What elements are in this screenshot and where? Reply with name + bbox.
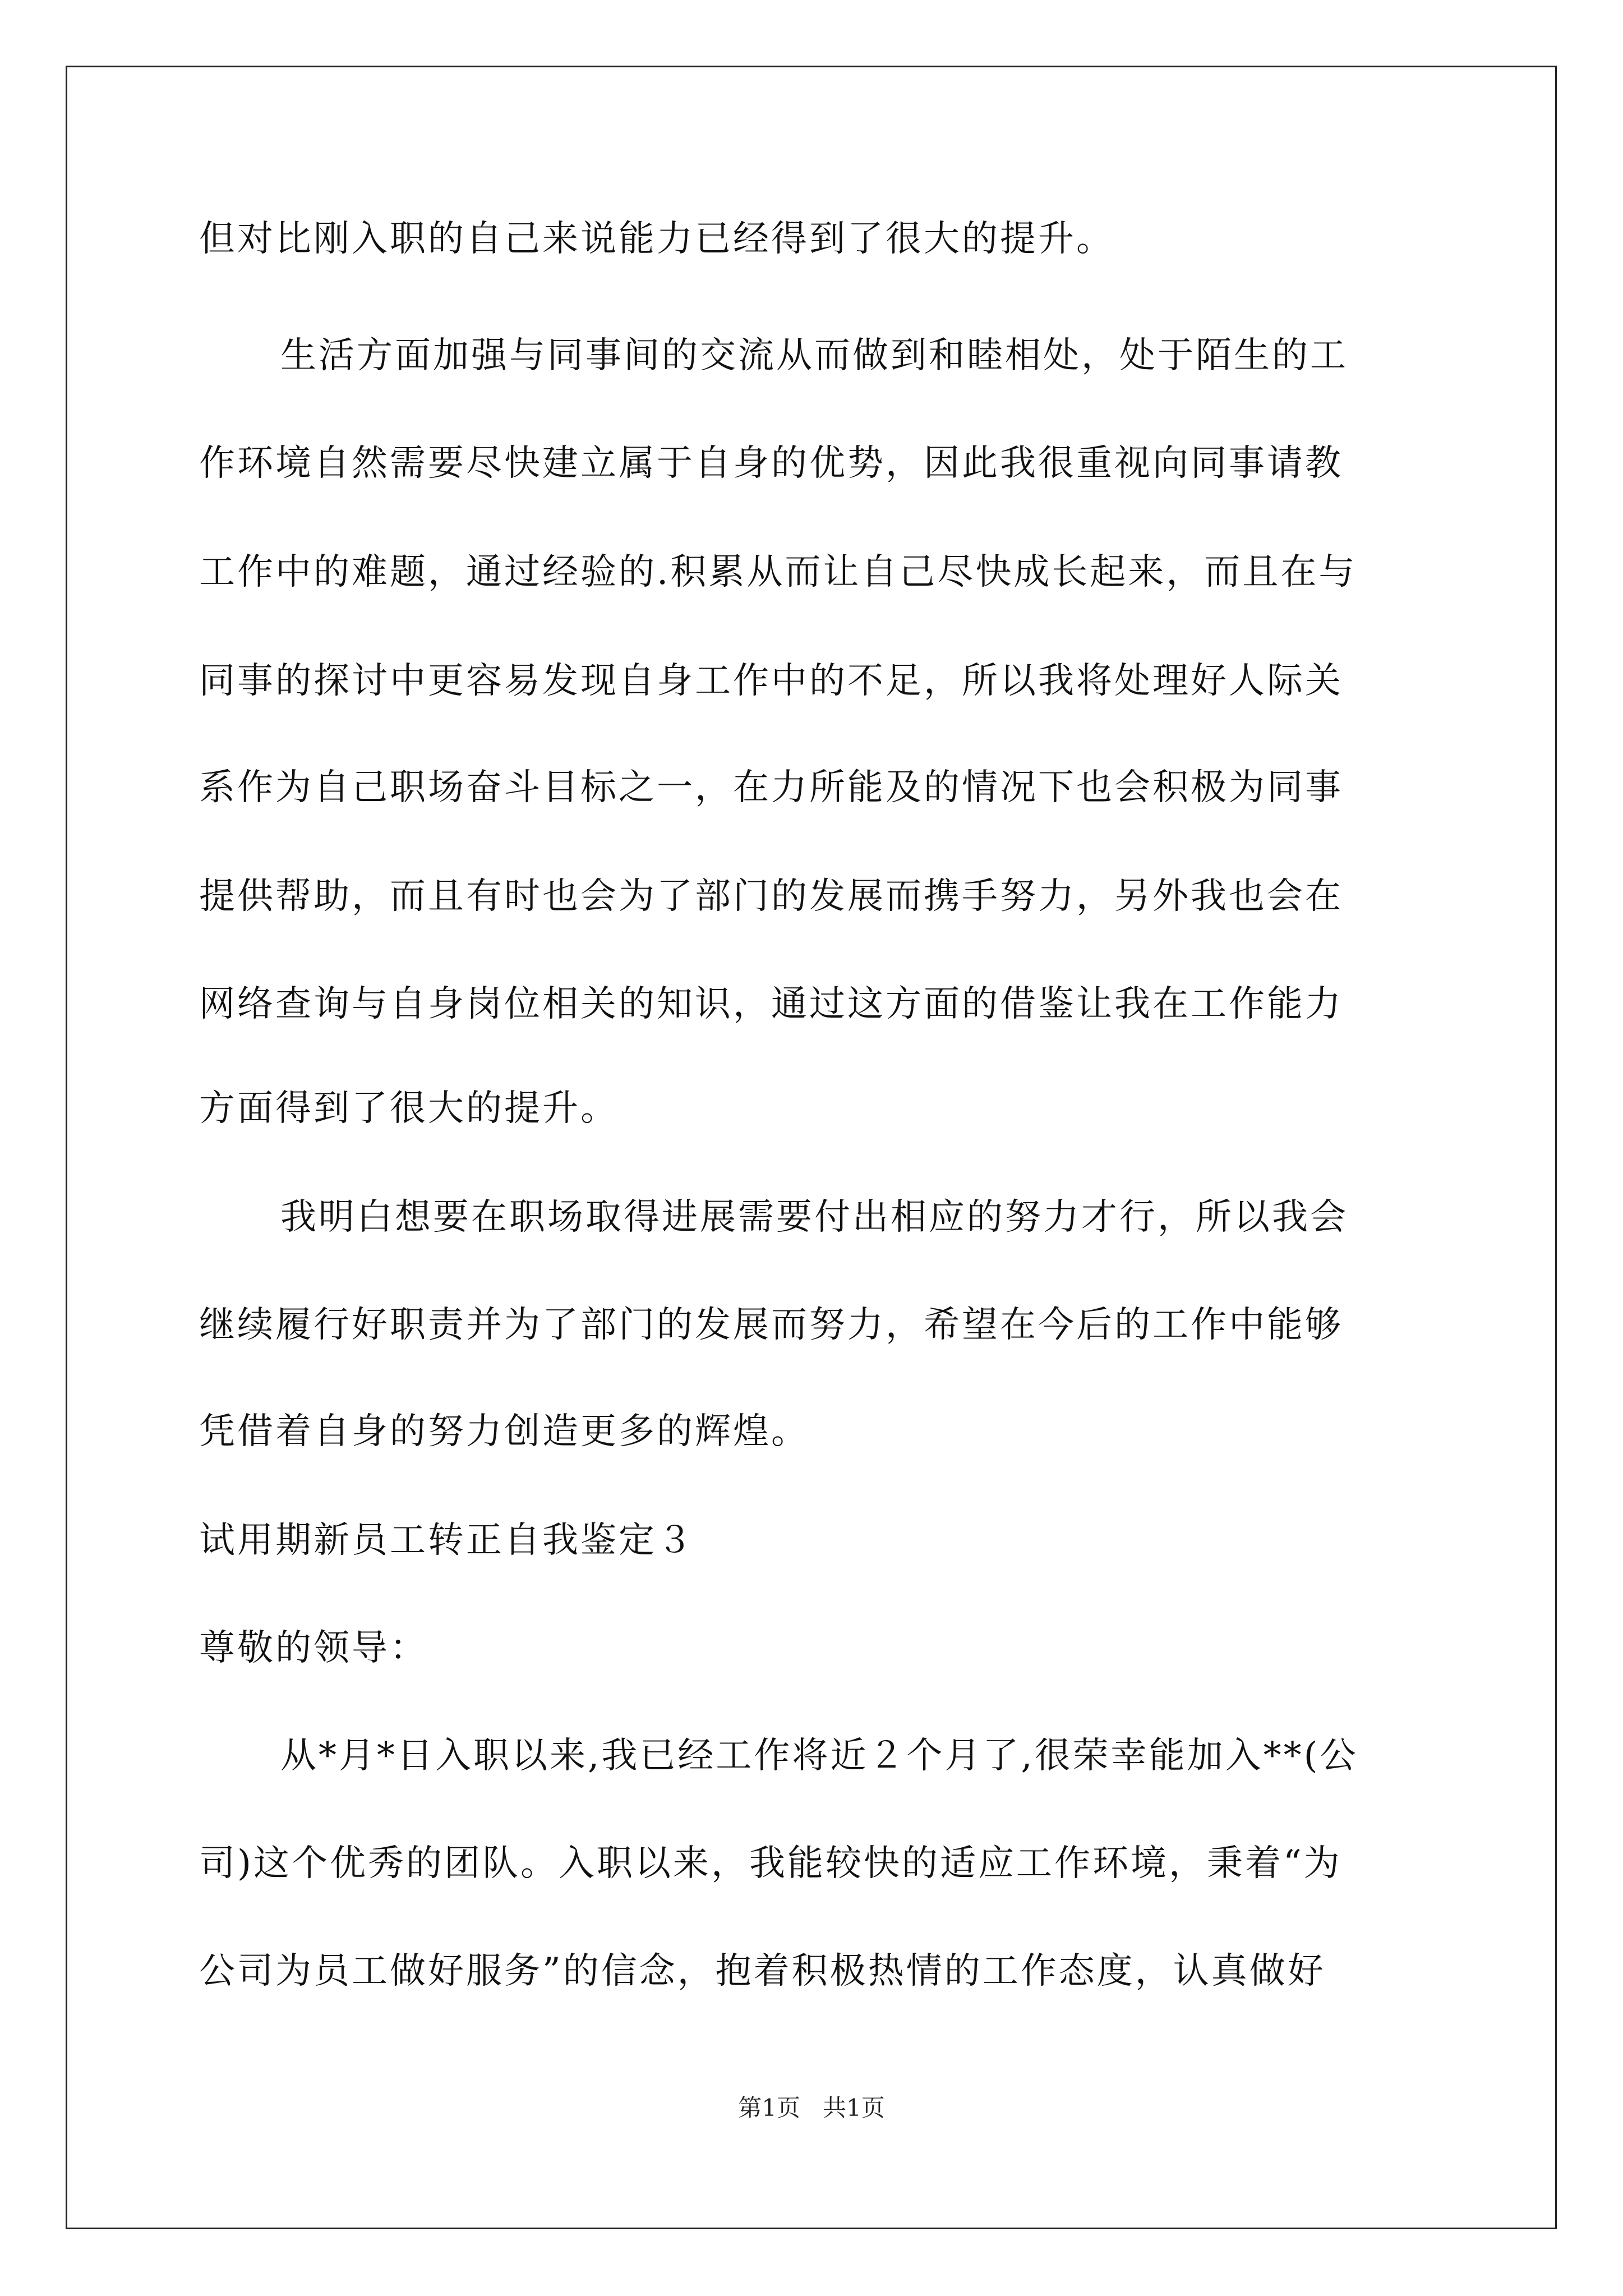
text-line: 公司为员工做好服务”的信念，抱着积极热情的工作态度，认真做好 [199,1950,1326,1992]
page-border [66,66,1557,2229]
text-line: 工作中的难题，通过经验的.积累从而让自己尽快成长起来，而且在与 [199,551,1357,593]
text-line: 凭借着自身的努力创造更多的辉煌。 [199,1411,809,1452]
paragraph-start: 我明白想要在职场取得进展需要付出相应的努力才行，所以我会 [280,1197,1348,1238]
text-line: 司)这个优秀的团队。入职以来，我能较快的适应工作环境，秉着“为 [199,1843,1342,1884]
text-line: 系作为自己职场奋斗目标之一，在力所能及的情况下也会积极为同事 [199,767,1343,808]
text-line: 提供帮助，而且有时也会为了部门的发展而携手努力，另外我也会在 [199,876,1343,917]
section-heading: 试用期新员工转正自我鉴定３ [199,1520,695,1561]
text-line: 同事的探讨中更容易发现自身工作中的不足，所以我将处理好人际关 [199,660,1343,702]
paragraph-start: 生活方面加强与同事间的交流从而做到和睦相处，处于陌生的工 [280,335,1348,376]
salutation: 尊敬的领导： [199,1627,428,1669]
text-line: 方面得到了很大的提升。 [199,1088,619,1129]
text-line: 但对比刚入职的自己来说能力已经得到了很大的提升。 [199,218,1114,260]
page-footer: 第1页 共1页 [738,2094,885,2122]
text-line: 继续履行好职责并为了部门的发展而努力，希望在今后的工作中能够 [199,1304,1343,1346]
text-line: 网络查询与自身岗位相关的知识，通过这方面的借鉴让我在工作能力 [199,983,1343,1025]
text-line: 作环境自然需要尽快建立属于自身的优势，因此我很重视向同事请教 [199,443,1343,484]
paragraph-start: 从*月*日入职以来,我已经工作将近２个月了,很荣幸能加入**(公 [280,1735,1358,1777]
